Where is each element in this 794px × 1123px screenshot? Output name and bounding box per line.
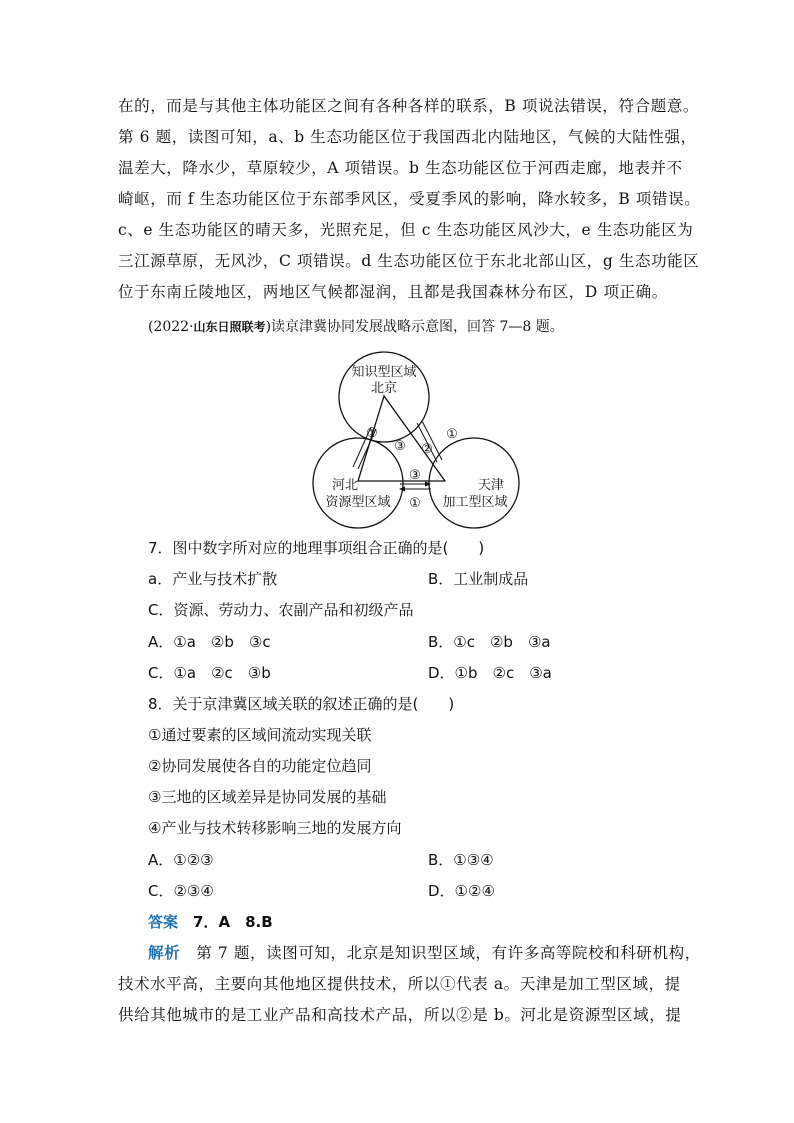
q7-option-d[interactable]: D．①b ②c ③a (428, 664, 552, 682)
explanation-line-3: 温差大，降水少，草原较少，A 项错误。b 生态功能区位于河西走廊，地表并不 (118, 159, 683, 177)
source-suffix: )读京津冀协同发展战略示意图，回答 7—8 题。 (265, 319, 564, 335)
q8-statement-2: ②协同发展使各自的功能定位趋同 (148, 757, 372, 775)
explanation-line-6: 三江源草原，无风沙，C 项错误。d 生态功能区位于东北北部山区，g 生态功能区 (118, 252, 700, 270)
analysis-line-1 (148, 943, 701, 963)
q8-option-b[interactable]: B．①③④ (428, 851, 494, 869)
flow-marker-right-2: ② (421, 442, 433, 457)
tianjin-label-2: 加工型区域 (442, 495, 508, 510)
q7-option-b[interactable]: B．①c ②b ③a (428, 633, 551, 651)
hebei-label-1: 河北 (331, 478, 359, 493)
explanation-line-2: 第 6 题，读图可知，a、b 生态功能区位于我国西北内陆地区，气候的大陆性强， (118, 128, 697, 146)
explanation-line-7: 位于东南丘陵地区，两地区气候都湿润，且都是我国森林分布区，D 项正确。 (118, 283, 668, 301)
q8-option-c[interactable]: C．②③④ (148, 882, 214, 900)
flow-marker-left-3: ③ (394, 439, 406, 454)
flow-marker-left-1: ① (366, 426, 378, 441)
q7-stem: 7．图中数字所对应的地理事项组合正确的是( ) (148, 539, 485, 557)
tianjin-label-1: 天津 (477, 478, 505, 493)
q7-item-c: C．资源、劳动力、农副产品和初级产品 (148, 601, 414, 619)
source-prefix: (2022· (148, 319, 194, 335)
q8-option-a[interactable]: A．①②③ (148, 851, 214, 869)
q7-option-c[interactable]: C．①a ②c ③b (148, 664, 271, 682)
analysis-line-3: 供给其他城市的是工业产品和高技术产品，所以②是 b。河北是资源型区域，提 (118, 1006, 682, 1024)
beijing-label-2: 北京 (370, 381, 398, 396)
beijing-label-1: 知识型区域 (351, 365, 417, 380)
analysis-text-1: 第 7 题，读图可知，北京是知识型区域，有许多高等院校和科研机构， (180, 944, 701, 962)
q7-item-a: a．产业与技术扩散 (148, 570, 278, 588)
flow-marker-bottom-3: ③ (409, 468, 421, 483)
q8-statement-3: ③三地的区域差异是协同发展的基础 (148, 788, 387, 806)
q8-stem: 8．关于京津冀区域关联的叙述正确的是( ) (148, 695, 455, 713)
answer-label: 答案 (148, 913, 179, 931)
answer-line (148, 912, 273, 932)
explanation-line-1: 在的，而是与其他主体功能区之间有各种各样的联系，B 项说法错误，符合题意。 (118, 97, 700, 115)
q8-statement-1: ①通过要素的区域间流动实现关联 (148, 726, 372, 744)
flow-marker-bottom-1: ① (409, 496, 421, 511)
answer-text: 7．A 8.B (193, 913, 273, 931)
q8-option-d[interactable]: D．①②④ (428, 882, 495, 900)
explanation-line-5: c、e 生态功能区的晴天多，光照充足，但 c 生态功能区风沙大，e 生态功能区为 (118, 221, 694, 239)
jingjinji-diagram (305, 350, 525, 532)
hebei-label-2: 资源型区域 (325, 495, 391, 510)
source-line (148, 317, 564, 337)
explanation-line-4: 崎岖，而 f 生态功能区位于东部季风区，受夏季风的影响，降水较多，B 项错误。 (118, 190, 701, 208)
source-name: 山东日照联考 (193, 320, 266, 334)
analysis-line-2: 技术水平高，主要向其他地区提供技术，所以①代表 a。天津是加工型区域，提 (118, 975, 681, 993)
q7-item-b: B．工业制成品 (428, 570, 529, 588)
q8-statement-4: ④产业与技术转移影响三地的发展方向 (148, 819, 402, 837)
tianjin-circle (429, 438, 519, 528)
q7-option-a[interactable]: A．①a ②b ③c (148, 633, 271, 651)
flow-marker-right-1: ① (446, 427, 458, 442)
analysis-label: 解析 (148, 944, 181, 962)
